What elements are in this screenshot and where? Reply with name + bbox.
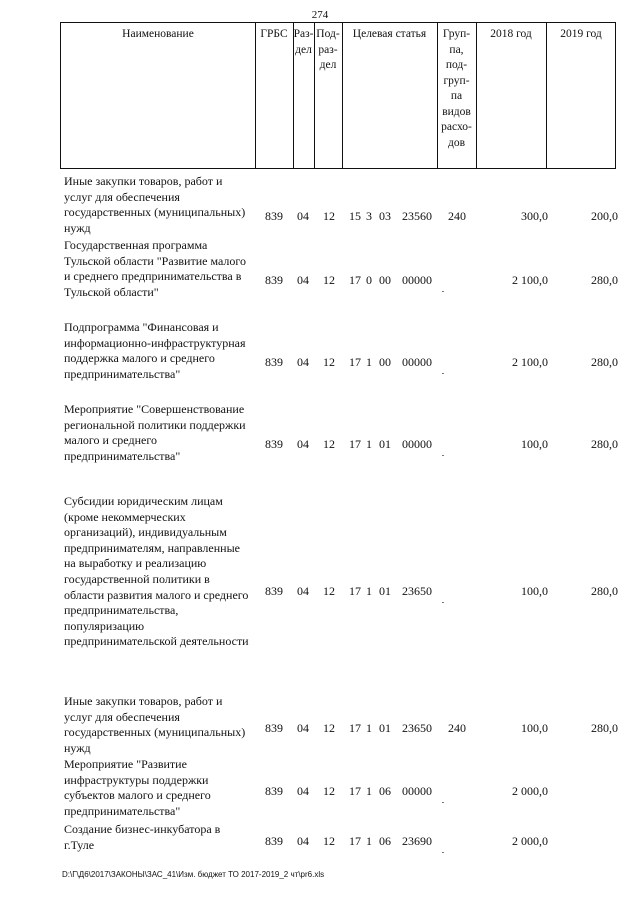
- cell-y2019: 280,0: [591, 584, 618, 598]
- cell-t2: 1: [366, 584, 372, 598]
- cell-razdel: 04: [297, 721, 309, 735]
- cell-podrazdel: 12: [323, 584, 335, 598]
- cell-y2019: 280,0: [591, 437, 618, 451]
- cell-t4: 00000: [402, 784, 432, 798]
- cell-grbs: 839: [265, 834, 283, 848]
- cell-razdel: 04: [297, 584, 309, 598]
- cell-y2019: 280,0: [591, 721, 618, 735]
- scan-dot: [442, 291, 444, 292]
- row-name: Субсидии юридическим лицам (кроме некоммерческих организаций), индивидуальным предпринимателям, направленные на выработку и реализацию государственной политики в области развития малого и среднего предпринимательства, популяризацию предпринимательской деятельности: [64, 494, 249, 649]
- cell-y2019: 280,0: [591, 273, 618, 287]
- cell-t3: 06: [379, 834, 391, 848]
- row-name: Иные закупки товаров, работ и услуг для обеспечения государственных (муниципальных) нужд: [64, 694, 246, 755]
- cell-grbs: 839: [265, 355, 283, 369]
- cell-t2: 1: [366, 721, 372, 735]
- cell-y2018: 100,0: [521, 437, 548, 451]
- cell-t1: 17: [349, 784, 361, 798]
- cell-grbs: 839: [265, 209, 283, 223]
- cell-podrazdel: 12: [323, 437, 335, 451]
- row-name: Подпрограмма "Финансовая и информационно-инфраструктурная поддержка малого и среднего предпринимательства": [64, 320, 246, 381]
- cell-razdel: 04: [297, 784, 309, 798]
- header-razdel: Раз- дел: [293, 28, 314, 56]
- header-target: Целевая статья: [352, 28, 427, 40]
- cell-t2: 3: [366, 209, 372, 223]
- cell-y2018: 100,0: [521, 721, 548, 735]
- header-grbs: ГРБС: [260, 28, 288, 40]
- cell-y2018: 2 100,0: [512, 355, 548, 369]
- cell-group: 240: [448, 721, 466, 735]
- cell-t1: 17: [349, 834, 361, 848]
- cell-y2019: 200,0: [591, 209, 618, 223]
- cell-t4: 00000: [402, 355, 432, 369]
- header-podrazdel: Под- раз- дел: [316, 28, 340, 71]
- row-name: Создание бизнес-инкубатора в г.Туле: [64, 822, 221, 852]
- cell-t1: 15: [349, 209, 361, 223]
- cell-t3: 01: [379, 437, 391, 451]
- cell-razdel: 04: [297, 355, 309, 369]
- scan-dot: [442, 373, 444, 374]
- cell-razdel: 04: [297, 209, 309, 223]
- header-2019: 2019 год: [560, 28, 602, 40]
- scan-dot: [442, 852, 444, 853]
- cell-razdel: 04: [297, 273, 309, 287]
- cell-y2018: 2 000,0: [512, 784, 548, 798]
- cell-t4: 23650: [402, 584, 432, 598]
- cell-t4: 00000: [402, 437, 432, 451]
- row-name: Иные закупки товаров, работ и услуг для обеспечения государственных (муниципальных) нужд: [64, 174, 246, 235]
- cell-grbs: 839: [265, 273, 283, 287]
- scan-dot: [442, 455, 444, 456]
- cell-t3: 06: [379, 784, 391, 798]
- header-group: Груп- па, под- груп- па видов расхо- дов: [441, 28, 472, 149]
- cell-y2018: 300,0: [521, 209, 548, 223]
- table-header: [60, 22, 616, 169]
- cell-y2018: 2 100,0: [512, 273, 548, 287]
- cell-y2019: 280,0: [591, 355, 618, 369]
- cell-grbs: 839: [265, 584, 283, 598]
- cell-t2: 1: [366, 834, 372, 848]
- cell-group: 240: [448, 209, 466, 223]
- cell-t3: 01: [379, 584, 391, 598]
- cell-podrazdel: 12: [323, 273, 335, 287]
- cell-t2: 1: [366, 437, 372, 451]
- header-name: Наименование: [122, 28, 194, 40]
- cell-t2: 1: [366, 784, 372, 798]
- cell-podrazdel: 12: [323, 834, 335, 848]
- row-name: Государственная программа Тульской области "Развитие малого и среднего предпринимательства в Тульской области": [64, 238, 247, 299]
- cell-y2018: 2 000,0: [512, 834, 548, 848]
- file-path: D:\Г\Д6\2017\ЗАКОНЫ\ЗАС_41\Изм. бюджет ТО 2017-2019_2 чт\pr6.xls: [62, 870, 325, 879]
- cell-y2018: 100,0: [521, 584, 548, 598]
- scan-dot: [442, 802, 444, 803]
- page-number: 274: [311, 9, 329, 21]
- cell-t4: 23560: [402, 209, 432, 223]
- cell-t4: 23690: [402, 834, 432, 848]
- cell-t3: 03: [379, 209, 391, 223]
- header-2018: 2018 год: [490, 28, 532, 40]
- cell-t2: 0: [366, 273, 372, 287]
- cell-podrazdel: 12: [323, 355, 335, 369]
- cell-razdel: 04: [297, 834, 309, 848]
- cell-t4: 00000: [402, 273, 432, 287]
- cell-t2: 1: [366, 355, 372, 369]
- cell-t4: 23650: [402, 721, 432, 735]
- cell-grbs: 839: [265, 721, 283, 735]
- cell-razdel: 04: [297, 437, 309, 451]
- cell-grbs: 839: [265, 784, 283, 798]
- cell-podrazdel: 12: [323, 209, 335, 223]
- cell-t1: 17: [349, 584, 361, 598]
- cell-grbs: 839: [265, 437, 283, 451]
- cell-t3: 00: [379, 355, 391, 369]
- cell-t1: 17: [349, 273, 361, 287]
- cell-podrazdel: 12: [323, 784, 335, 798]
- row-name: Мероприятие "Совершенствование региональной политики поддержки малого и среднего предпринимательства": [64, 402, 246, 463]
- cell-t1: 17: [349, 721, 361, 735]
- row-name: Мероприятие "Развитие инфраструктуры поддержки субъектов малого и среднего предпринимательства": [64, 757, 211, 818]
- cell-podrazdel: 12: [323, 721, 335, 735]
- cell-t3: 00: [379, 273, 391, 287]
- cell-t1: 17: [349, 355, 361, 369]
- cell-t3: 01: [379, 721, 391, 735]
- scan-dot: [442, 602, 444, 603]
- cell-t1: 17: [349, 437, 361, 451]
